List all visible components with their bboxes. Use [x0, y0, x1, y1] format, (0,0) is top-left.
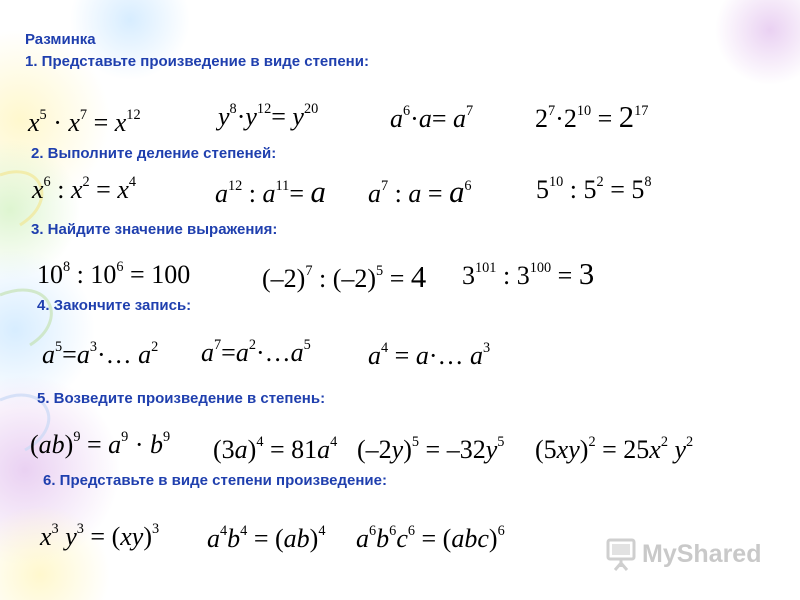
math-term: a	[201, 338, 214, 367]
exponent: 12	[256, 100, 272, 117]
math-term: 3	[462, 261, 475, 290]
exponent: 2	[151, 338, 159, 355]
math-term: (3	[213, 435, 235, 464]
math-term: ·	[410, 104, 419, 133]
math-term: =	[388, 341, 416, 370]
math-term: b	[227, 524, 241, 553]
math-term: (5	[535, 435, 557, 464]
math-term: y	[391, 435, 404, 464]
exponent: 6	[407, 522, 416, 539]
math-term: )	[247, 435, 257, 464]
math-term: =	[83, 522, 112, 551]
math-term: ·…	[428, 341, 470, 370]
math-term: ·	[46, 108, 69, 137]
math-term: =	[123, 260, 152, 289]
math-term: :	[563, 175, 584, 204]
math-term: 2	[563, 104, 577, 133]
task-4-expr-1	[42, 338, 159, 369]
task-1-expr-1	[28, 106, 141, 137]
math-term: =	[87, 108, 115, 137]
math-term: a	[390, 104, 403, 133]
math-term: a	[317, 435, 331, 464]
math-term: ·…	[96, 340, 139, 369]
math-term: a	[42, 340, 55, 369]
math-term: y	[65, 522, 77, 551]
myshared-logo	[606, 537, 761, 571]
math-term: a	[356, 524, 369, 553]
task-6-heading: 6. Представьте в виде степени произведение:	[43, 472, 387, 489]
math-term: =	[89, 175, 118, 204]
math-term: 2	[535, 104, 548, 133]
math-term: (	[111, 522, 121, 551]
math-term: a	[207, 524, 220, 553]
exponent: 10	[549, 173, 564, 190]
math-term: (–2	[357, 435, 392, 464]
math-term: 100	[151, 260, 191, 289]
presentation-board-icon	[606, 537, 636, 571]
math-term: a	[234, 435, 248, 464]
exponent: 6	[464, 177, 472, 194]
math-term: ·	[555, 104, 564, 133]
math-term: 10	[90, 260, 117, 289]
math-term: = (	[415, 524, 452, 553]
exponent: 4	[128, 173, 137, 190]
math-term: abc	[451, 524, 489, 553]
exponent: 5	[39, 106, 47, 123]
math-term: b	[150, 430, 163, 459]
math-term: 5	[536, 175, 549, 204]
exponent: 6	[497, 522, 505, 539]
math-term: = –32	[419, 435, 486, 464]
math-term: )	[309, 524, 319, 553]
math-term: b	[376, 524, 390, 553]
math-term: =	[221, 338, 236, 367]
math-term: =	[603, 175, 632, 204]
math-term: y	[292, 102, 304, 131]
exponent: 5	[55, 338, 63, 355]
math-term: 3	[516, 261, 530, 290]
exponent: 5	[411, 433, 420, 450]
task-5-expr-2	[213, 433, 338, 464]
exponent: 20	[303, 100, 319, 117]
math-term: y	[218, 102, 230, 131]
math-term: =	[431, 104, 453, 133]
exponent: 7	[79, 106, 88, 123]
exponent: 7	[381, 177, 389, 194]
math-term: )	[64, 430, 74, 459]
math-term: a	[290, 338, 304, 367]
math-term: =	[421, 179, 450, 208]
exponent: 6	[403, 102, 411, 119]
math-term: )	[579, 435, 589, 464]
task-5-expr-3	[357, 433, 505, 464]
exponent: 3	[89, 338, 97, 355]
math-term: =	[551, 261, 579, 290]
exponent: 4	[381, 339, 389, 356]
math-term: a	[310, 175, 326, 209]
exponent: 9	[121, 428, 129, 445]
math-term: a	[108, 430, 122, 459]
math-term: =	[591, 104, 619, 133]
exponent: 9	[73, 428, 81, 445]
math-term: a	[368, 341, 381, 370]
exponent: 12	[126, 106, 141, 123]
task-5-expr-1	[30, 428, 171, 459]
math-term: x	[32, 175, 44, 204]
exponent: 5	[497, 433, 505, 450]
exponent: 7	[466, 102, 474, 119]
exponent: 100	[529, 259, 552, 276]
exponent: 7	[305, 262, 313, 279]
exponent: 2	[686, 433, 694, 450]
task-6-expr-2	[207, 522, 326, 553]
math-term: = 25	[595, 435, 650, 464]
math-term: a	[415, 341, 429, 370]
task-4-expr-2	[201, 336, 311, 367]
math-term: a	[262, 179, 276, 208]
exponent: 6	[369, 522, 377, 539]
math-term: :	[70, 260, 91, 289]
math-term: :	[388, 179, 409, 208]
exponent: 4	[318, 522, 326, 539]
exponent: 2	[82, 173, 90, 190]
task-5-expr-4	[535, 433, 694, 464]
slide-title: Разминка	[25, 31, 96, 48]
math-term: y	[485, 435, 498, 464]
task-3-expr-1	[37, 258, 191, 289]
task-6-expr-1	[40, 520, 160, 551]
task-1-heading: 1. Представьте произведение в виде степени:	[25, 53, 369, 70]
math-term: = (	[247, 524, 284, 553]
exponent: 6	[116, 258, 124, 275]
exponent: 10	[576, 102, 592, 119]
math-term: 5	[583, 175, 597, 204]
math-term: ·	[128, 430, 150, 459]
exponent: 17	[634, 102, 649, 119]
math-term: a	[470, 341, 483, 370]
math-term: a	[138, 340, 152, 369]
exponent: 8	[644, 173, 652, 190]
exponent: 11	[275, 177, 290, 194]
math-term: =	[80, 430, 109, 459]
math-term: (–2)	[262, 264, 306, 293]
exponent: 3	[76, 520, 84, 537]
exponent: 2	[248, 336, 256, 353]
task-1-expr-4	[535, 102, 648, 133]
math-term: x	[40, 522, 52, 551]
logo-text: MyShared	[642, 539, 762, 568]
math-term: :	[242, 179, 263, 208]
task-1-expr-3	[390, 102, 474, 133]
math-term: = 81	[263, 435, 318, 464]
math-term: a	[76, 340, 90, 369]
task-1-expr-2	[218, 100, 319, 131]
math-term: c	[396, 524, 408, 553]
task-4-expr-3	[368, 339, 491, 370]
task-3-heading: 3. Найдите значение выражения:	[31, 221, 278, 238]
task-2-heading: 2. Выполните деление степеней:	[31, 145, 277, 162]
exponent: 2	[596, 173, 604, 190]
math-term: xy	[556, 435, 580, 464]
math-term: 4	[410, 260, 427, 294]
exponent: 7	[214, 336, 222, 353]
math-term: =	[271, 102, 293, 131]
exponent: 7	[548, 102, 556, 119]
task-2-expr-1	[32, 173, 137, 204]
math-term: ·…	[255, 338, 291, 367]
task-2-expr-4	[536, 173, 652, 204]
math-term: xy	[120, 522, 144, 551]
math-term: )	[143, 522, 153, 551]
math-term: y	[674, 435, 687, 464]
exponent: 12	[228, 177, 243, 194]
exponent: 8	[63, 258, 71, 275]
exponent: 8	[229, 100, 237, 117]
math-term: ab	[38, 430, 65, 459]
exponent: 2	[588, 433, 596, 450]
task-3-expr-2	[262, 262, 426, 293]
exponent: 6	[389, 522, 397, 539]
exponent: 3	[483, 339, 491, 356]
math-term: 2	[618, 100, 635, 134]
math-term: x	[68, 108, 80, 137]
math-term: ab	[283, 524, 310, 553]
math-term: )	[403, 435, 412, 464]
exponent: 2	[660, 433, 668, 450]
exponent: 4	[256, 433, 264, 450]
math-term: :	[50, 175, 71, 204]
math-term: (	[30, 430, 39, 459]
math-term: =	[289, 179, 311, 208]
exponent: 4	[330, 433, 338, 450]
math-term: a	[215, 179, 228, 208]
exponent: 9	[163, 428, 171, 445]
exponent: 4	[240, 522, 248, 539]
exponent: 6	[43, 173, 51, 190]
math-term: =	[383, 264, 411, 293]
task-5-heading: 5. Возведите произведение в степень:	[37, 390, 326, 407]
exponent: 101	[475, 259, 497, 276]
math-term: 3	[578, 257, 595, 291]
exponent: 5	[376, 262, 384, 279]
task-6-expr-3	[356, 522, 505, 553]
math-term: a	[453, 104, 466, 133]
math-term: x	[70, 175, 83, 204]
math-term: x	[28, 108, 40, 137]
task-4-heading: 4. Закончите запись:	[37, 297, 192, 314]
math-term: =	[62, 340, 77, 369]
math-term: a	[418, 104, 432, 133]
math-term: 5	[631, 175, 645, 204]
math-term: a	[408, 179, 422, 208]
task-3-expr-3	[462, 259, 594, 290]
math-term: :	[496, 261, 517, 290]
exponent: 4	[220, 522, 228, 539]
task-2-expr-3	[368, 177, 472, 208]
math-term: a	[449, 175, 465, 209]
exponent: 5	[303, 336, 311, 353]
exponent: 3	[152, 520, 160, 537]
math-term: :	[312, 264, 333, 293]
math-term: (–2)	[332, 264, 377, 293]
math-term: 10	[37, 260, 63, 289]
math-term: x	[117, 175, 129, 204]
math-term: )	[488, 524, 498, 553]
math-term: ·	[236, 102, 246, 131]
exponent: 3	[51, 520, 59, 537]
math-term: a	[368, 179, 381, 208]
math-term: y	[245, 102, 257, 131]
math-term: x	[649, 435, 661, 464]
math-term: x	[114, 108, 127, 137]
math-term: a	[235, 338, 249, 367]
task-2-expr-2	[215, 177, 326, 208]
